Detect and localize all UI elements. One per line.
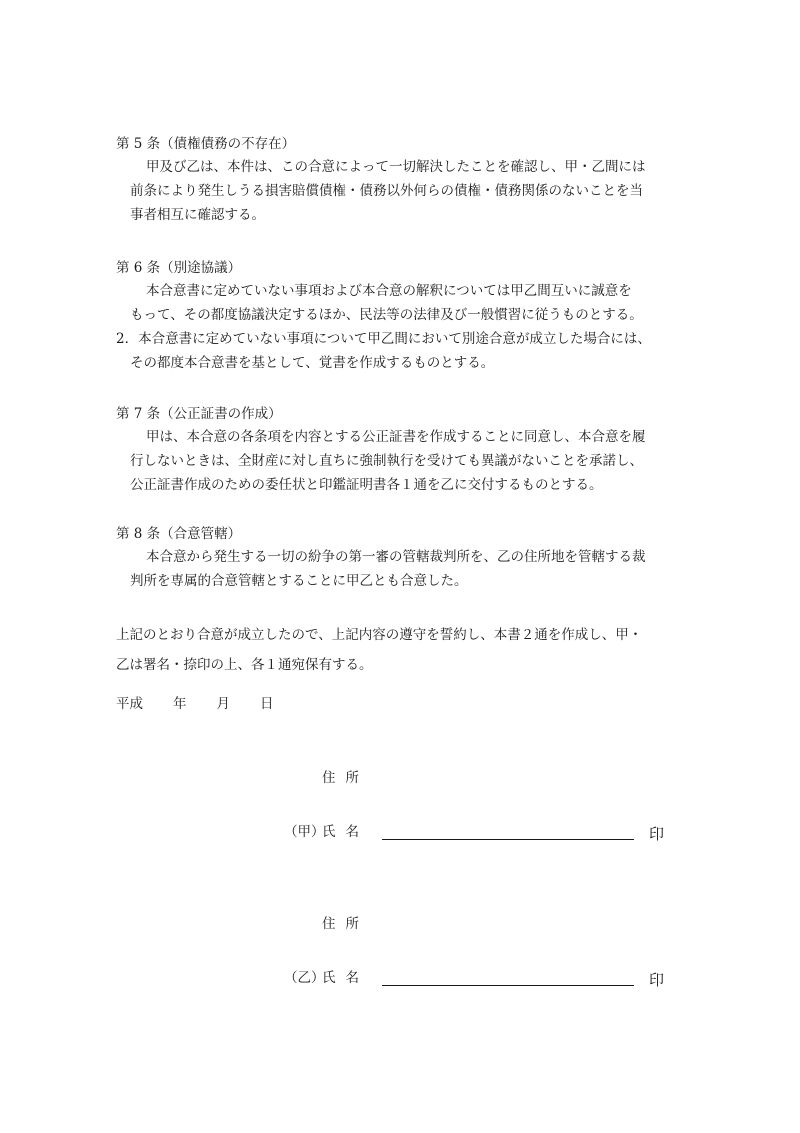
article-text-line: もって、その都度協議決定するほか、民法等の法律及び一般慣習に従うものとする。 [130,307,643,323]
signature-block-party-b [284,912,704,990]
article-heading: 第 8 条（合意管轄） [116,526,242,542]
seal-mark: 印 [649,971,665,989]
article-heading: 第 5 条（債権債務の不存在） [116,136,296,152]
article-6 [116,257,716,375]
article-text-line: その都度本合意書を基として、覚書を作成するものとする。 [130,355,495,371]
seal-mark: 印 [649,825,665,843]
signature-block-party-a [284,766,704,844]
article-text-line: 甲及び乙は、本件は、この合意によって一切解決したことを確認し、甲・乙間には [146,159,646,175]
article-text-line: 前条により発生しうる損害賠償債権・債務以外何らの債権・債務関係のないことを当 [130,183,643,199]
article-text-line: 行しないときは、全財産に対し直ちに強制執行を受けても異議がないことを承諾し、 [130,453,643,469]
article-text-line: 事者相互に確認する。 [130,207,265,223]
signature-line[interactable] [382,839,634,840]
name-row [284,820,704,844]
address-row [284,766,704,790]
party-label: （乙） [284,970,325,986]
closing-line: 乙は署名・捺印の上、各１通宛保有する。 [116,657,373,673]
name-label: 氏名 [322,970,369,986]
party-label: （甲） [284,824,325,840]
article-text-line: 甲は、本合意の各条項を内容とする公正証書を作成することに同意し、本合意を履 [146,429,646,445]
article-heading: 第 7 条（公正証書の作成） [116,406,282,422]
address-label: 住所 [322,916,369,932]
name-label: 氏名 [322,824,369,840]
closing-statement [116,620,716,680]
date-day: 日 [260,696,274,712]
article-5 [116,133,716,227]
date-year: 年 [173,696,187,712]
address-row [284,912,704,936]
date-era: 平成 [116,696,143,712]
article-8 [116,523,716,593]
article-text-line: 本合意から発生する一切の紛争の第一審の管轄裁判所を、乙の住所地を管轄する裁 [146,549,646,565]
article-7 [116,403,716,497]
article-text-line: 判所を専属的合意管轄とすることに甲乙とも合意した。 [130,573,468,589]
article-text-line: 本合意書に定めていない事項および本合意の解釈については甲乙間互いに誠意を [146,283,632,299]
closing-line: 上記のとおり合意が成立したので、上記内容の遵守を誓約し、本書２通を作成し、甲・ [116,627,643,643]
signature-line[interactable] [382,985,634,986]
address-label: 住所 [322,770,369,786]
date-month: 月 [216,696,230,712]
name-row [284,966,704,990]
article-text-line: 公正証書作成のための委任状と印鑑証明書各１通を乙に交付するものとする。 [130,477,603,493]
date-line [116,692,274,716]
article-text-line: 2．本合意書に定めていない事項について甲乙間において別途合意が成立した場合には、 [116,331,651,347]
article-heading: 第 6 条（別途協議） [116,260,242,276]
